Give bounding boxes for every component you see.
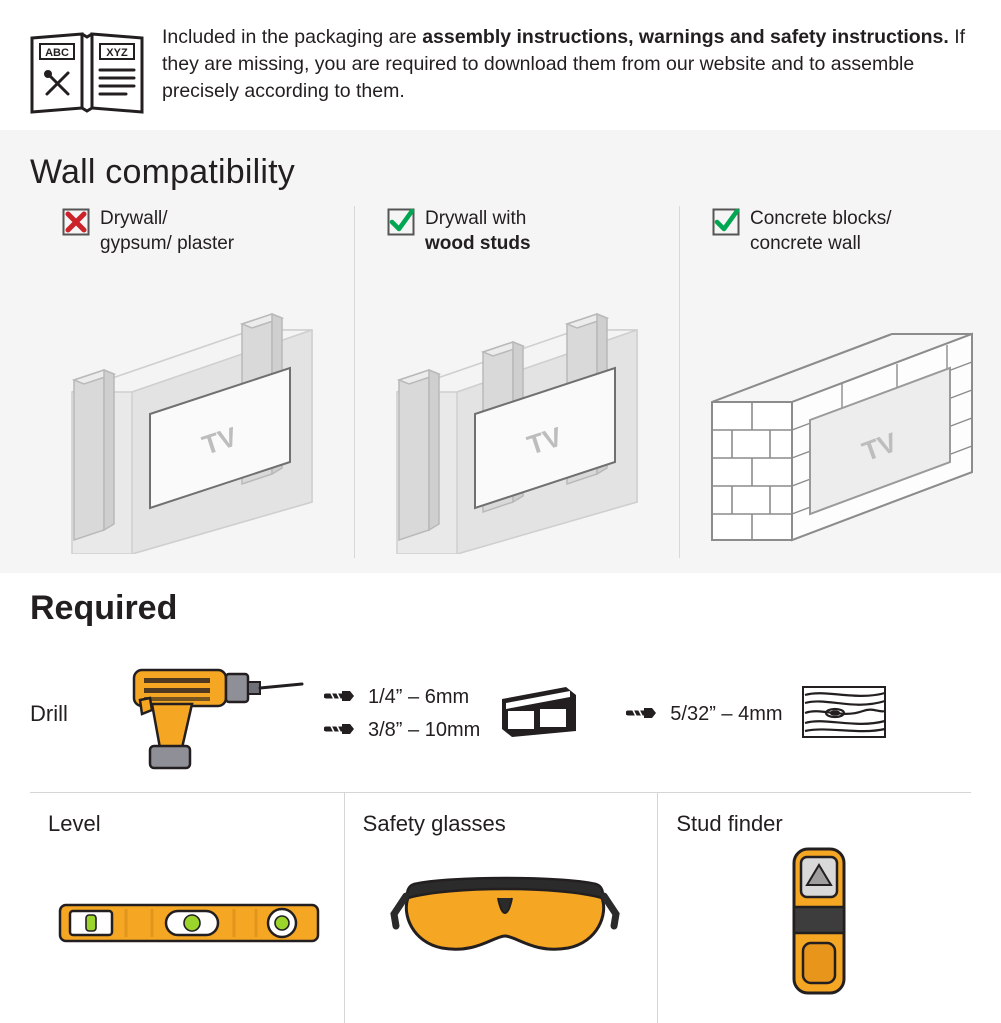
wall-option-label-line1: Drywall/ [100, 208, 168, 229]
tool-label: Stud finder [676, 811, 783, 836]
tool-safety-glasses [344, 793, 658, 1023]
wall-option-header [692, 206, 992, 272]
bit-size-label: 1/4” – 6mm [368, 686, 470, 708]
svg-text:XYZ: XYZ [106, 47, 128, 59]
wood-grain-icon [801, 683, 887, 746]
wall-option-label [100, 206, 234, 256]
wall-options [30, 206, 971, 558]
red-cross-icon [62, 208, 90, 236]
notice-text [146, 24, 973, 105]
bit-line [324, 686, 480, 709]
safety-glasses-icon [363, 847, 648, 997]
tool-stud-finder [657, 793, 971, 1023]
notice-text-part1: Included in the packaging are [162, 26, 423, 48]
wall-option-label-line2: concrete wall [750, 233, 861, 254]
concrete-wall-illustration [692, 272, 992, 554]
concrete-bit-list [324, 686, 480, 742]
required-section [0, 573, 1001, 1001]
bit-line [324, 719, 480, 742]
wall-compatibility-section [0, 130, 1001, 573]
wall-option-label-line1: Drywall with [425, 208, 527, 229]
wall-option-label-line1: Concrete blocks/ [750, 208, 892, 229]
bit-line [626, 703, 782, 726]
wood-bit-list [626, 703, 782, 726]
svg-text:ABC: ABC [45, 47, 69, 59]
tv-label: TV [198, 421, 241, 461]
drywall-with-studs-illustration [367, 272, 667, 554]
wall-option-header [367, 206, 667, 272]
drill-bit-icon [324, 686, 358, 709]
manual-book-icon [28, 30, 146, 121]
tool-label: Level [48, 811, 101, 836]
bit-size-label: 5/32” – 4mm [670, 702, 783, 725]
drill-bit-icon [324, 719, 358, 742]
packaging-notice [0, 0, 1001, 130]
drill-row [30, 642, 971, 786]
wall-option-concrete [679, 206, 1001, 558]
drywall-illustration [42, 272, 342, 554]
wall-option-label-bold: wood studs [425, 233, 531, 254]
wall-option-label [425, 206, 531, 256]
cordless-drill-icon [116, 652, 306, 777]
tool-label: Safety glasses [362, 811, 506, 836]
wall-option-drywall-studs [354, 206, 679, 558]
tv-label: TV [523, 421, 566, 461]
green-check-icon [387, 208, 415, 236]
required-title: Required [30, 589, 178, 627]
wall-option-label-line2: gypsum/ plaster [100, 233, 235, 254]
tv-label: TV [858, 427, 902, 468]
drill-bit-icon [626, 703, 660, 726]
notice-text-part2: If they are missing, you are required to download them from our website and to assemble precisely according to them. [162, 26, 966, 102]
bit-size-label: 3/8” – 10mm [368, 719, 481, 741]
wall-option-drywall [30, 206, 354, 558]
stud-finder-icon [676, 847, 961, 997]
wall-option-header [42, 206, 342, 272]
green-check-icon [712, 208, 740, 236]
drill-label: Drill [30, 701, 68, 726]
tool-level [30, 793, 344, 1023]
spirit-level-icon [48, 847, 334, 997]
concrete-block-icon [496, 681, 582, 748]
tools-row [30, 793, 971, 1023]
wall-option-label [750, 206, 892, 256]
notice-text-bold: assembly instructions, warnings and safety instructions. [422, 26, 949, 48]
wall-compatibility-title: Wall compatibility [30, 153, 295, 191]
